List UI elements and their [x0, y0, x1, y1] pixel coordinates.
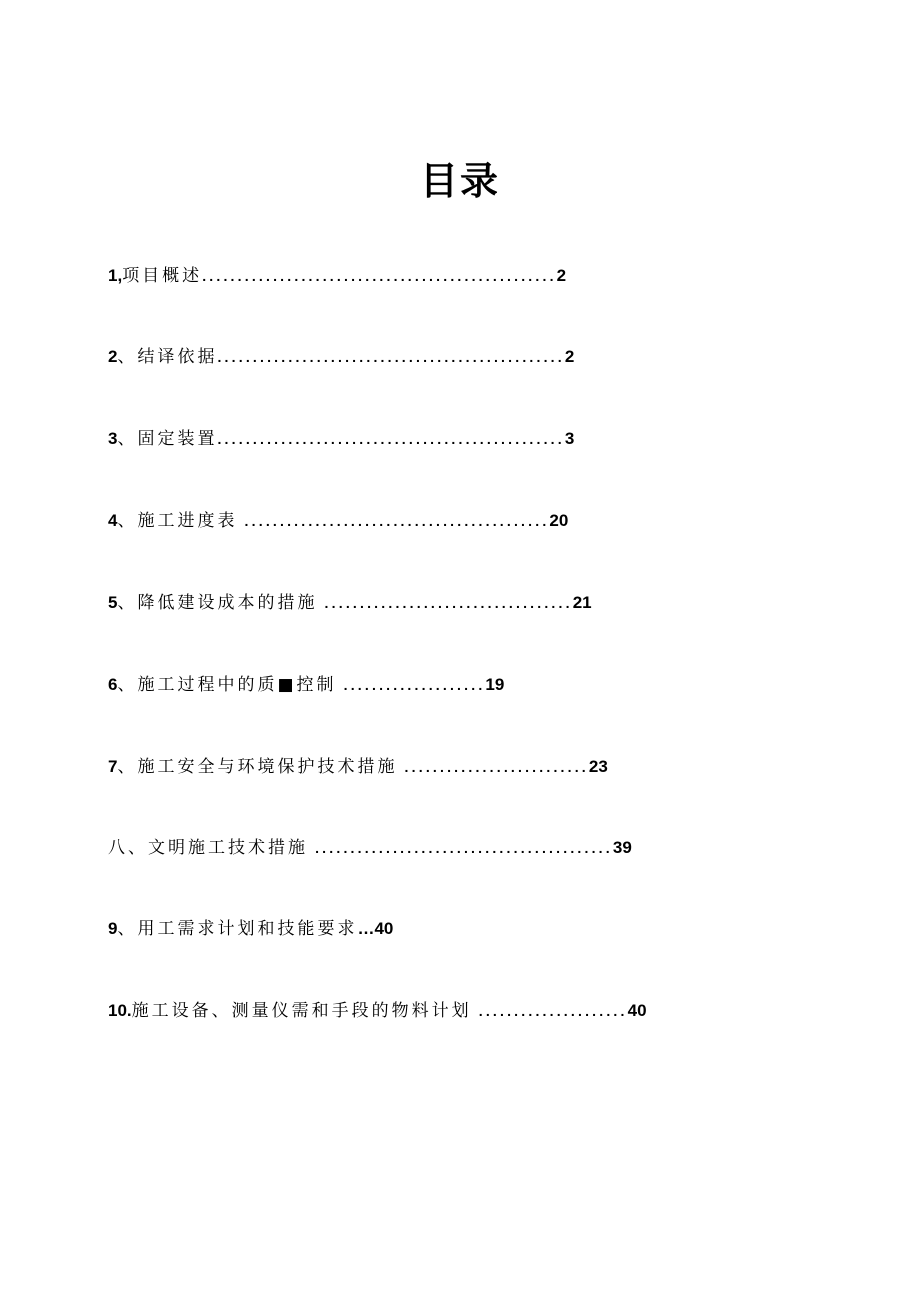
toc-entry-number: 7	[108, 757, 118, 776]
toc-entry-number: 5	[108, 593, 118, 612]
toc-entry-number: 2	[108, 347, 118, 366]
toc-leader-dots: ...................................	[317, 595, 573, 611]
toc-leader-dots: ..........................	[397, 759, 589, 775]
toc-page-number: 20	[549, 511, 569, 530]
toc-entry-title: 、结译依据	[117, 347, 218, 367]
toc-entry-number: 6	[108, 675, 118, 694]
toc-leader-dots: .................................................	[217, 431, 565, 447]
toc-leader-dots: ..................................................	[202, 268, 557, 284]
toc-leader-dots: ...........................................	[237, 513, 550, 529]
toc-entry-title: 、施工进度表	[117, 511, 238, 531]
toc-entry-title: 、固定装置	[117, 429, 218, 449]
toc-leader-ellipsis: …	[357, 919, 375, 938]
toc-entry-title: 项目概述	[122, 266, 203, 286]
toc-page-number: 2	[564, 347, 575, 366]
toc-leader-dots: ....................	[336, 677, 486, 693]
toc-entry-number: 4	[108, 511, 118, 530]
toc-entry-number: 1,	[108, 266, 123, 285]
toc-leader-dots: .................................................	[217, 349, 565, 365]
toc-entry-number: 3	[108, 429, 118, 448]
page-title: 目录	[419, 159, 500, 203]
toc-entry-4[interactable]	[108, 509, 568, 533]
toc-entry-8[interactable]	[108, 836, 632, 860]
toc-page-number: 3	[564, 429, 575, 448]
toc-entry-number: 10.	[108, 1001, 132, 1020]
toc-entry-9[interactable]	[108, 917, 393, 941]
toc-entry-5[interactable]	[108, 591, 592, 615]
toc-entry-title: 、施工过程中的质■控制	[117, 675, 337, 695]
toc-page-number: 40	[374, 919, 394, 938]
toc-entry-title: 、施工安全与环境保护技术措施	[117, 757, 398, 777]
toc-entry-6[interactable]	[108, 673, 504, 697]
toc-page-number: 23	[588, 757, 608, 776]
toc-page-number: 39	[612, 838, 632, 857]
toc-entry-title: 八、文明施工技术措施	[108, 838, 308, 858]
toc-entry-2[interactable]	[108, 345, 574, 369]
toc-page-number: 40	[627, 1001, 647, 1020]
toc-leader-dots: .....................	[471, 1003, 628, 1019]
toc-leader-dots: ..........................................	[308, 840, 613, 856]
toc-entry-title: 、降低建设成本的措施	[117, 593, 318, 613]
toc-entry-7[interactable]	[108, 755, 608, 779]
toc-entry-1[interactable]	[108, 264, 566, 288]
toc-page-number: 21	[572, 593, 592, 612]
toc-entry-number: 9	[108, 919, 118, 938]
toc-page-number: 19	[485, 675, 505, 694]
toc-entry-title: 施工设备、测量仪需和手段的物料计划	[131, 1001, 472, 1021]
toc-entry-3[interactable]	[108, 427, 574, 451]
toc-entry-title: 、用工需求计划和技能要求	[117, 919, 358, 939]
toc-entry-10[interactable]	[108, 999, 647, 1023]
toc-page-number: 2	[556, 266, 567, 285]
